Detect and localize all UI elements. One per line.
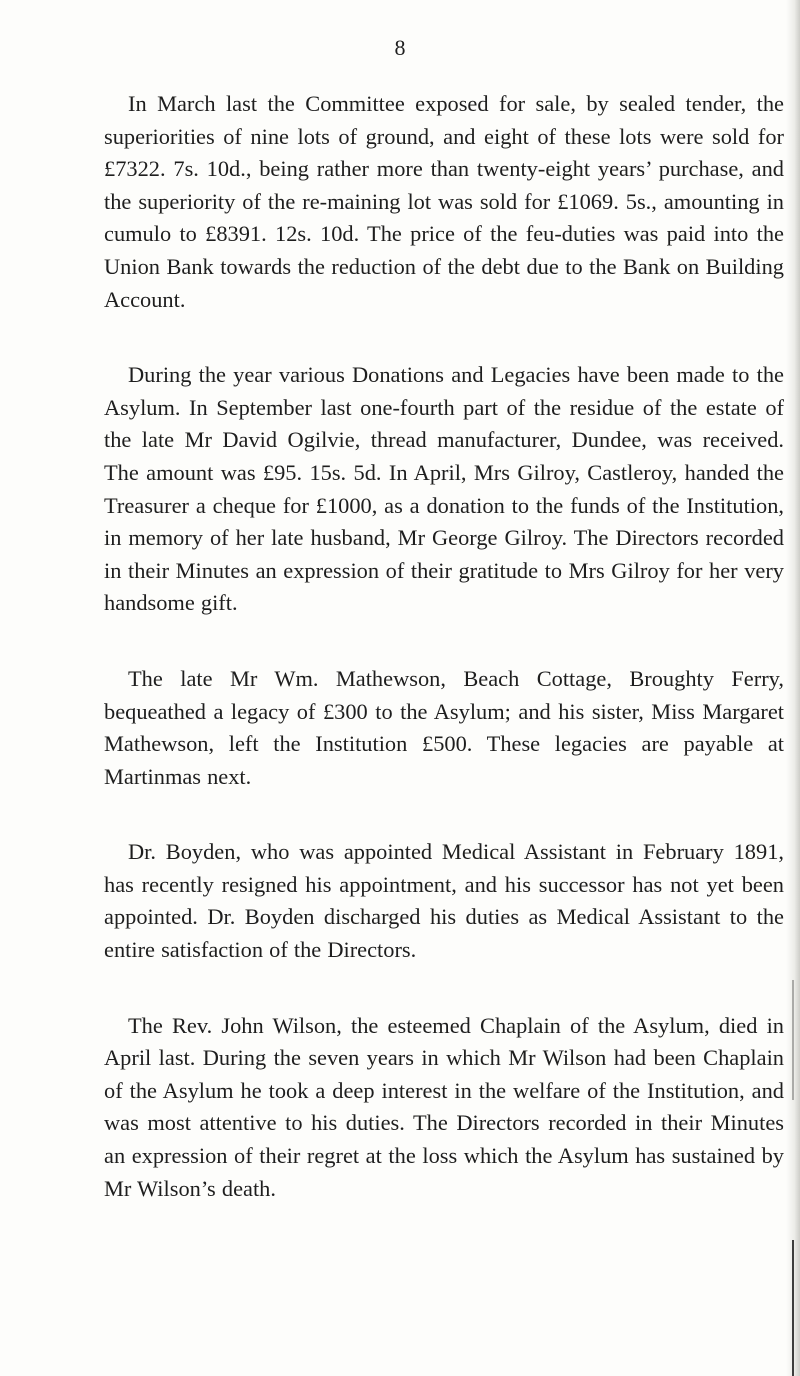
paragraph-chaplain: The Rev. John Wilson, the esteemed Chaplain of the Asylum, died in April last. During the seven years in which Mr Wilson had been Chaplain of the Asylum he took a deep interest in the welfare of the Institution, and was most attentive to his duties. The Directors recorded in their Minutes an expression of their regret at the loss which the Asylum has sustained by Mr Wilson’s death. bbox=[104, 1012, 784, 1201]
page-edge-mark bbox=[792, 1240, 794, 1376]
paragraph-feu-sale: In March last the Committee exposed for sale, by sealed tender, the superiorities of nine lots of ground, and eight of these lots were sold for £7322. 7s. 10d., being rather more than twenty-eight years’ purchase, and the superiority of the re-maining lot was sold for £1069. 5s., amounting in cumulo to £8391. 12s. 10d. The price of the feu-duties was paid into the Union Bank towards the reduction of the debt due to the Bank on Building Account. bbox=[104, 91, 784, 312]
paragraph-medical-assistant: Dr. Boyden, who was appointed Medical Assistant in February 1891, has recently resigned his appointment, and his successor has not yet been appointed. Dr. Boyden discharged his duties as Medical Assistant to the entire satisfaction of the Directors. bbox=[104, 839, 784, 963]
page-edge-mark bbox=[792, 980, 794, 1100]
page-number: 8 bbox=[394, 35, 406, 60]
paragraph-donations: During the year various Donations and Legacies have been made to the Asylum. In September last one-fourth part of the residue of the estate of the late Mr David Ogilvie, thread manufacturer, Dundee, was received. The amount was £95. 15s. 5d. In April, Mrs Gilroy, Castleroy, handed the Treasurer a cheque for £1000, as a donation to the funds of the Institution, in memory of her late husband, Mr George Gilroy. The Directors recorded in their Minutes an expression of their gratitude to Mrs Gilroy for her very handsome gift. bbox=[104, 362, 784, 616]
body-text bbox=[104, 88, 784, 1248]
paragraph-legacies: The late Mr Wm. Mathewson, Beach Cottage, Broughty Ferry, bequeathed a legacy of £300 to the Asylum; and his sister, Miss Margaret Mathewson, left the Institution £500. These legacies are payable at Martinmas next. bbox=[104, 665, 784, 789]
page-edge-shadow bbox=[786, 0, 800, 1376]
